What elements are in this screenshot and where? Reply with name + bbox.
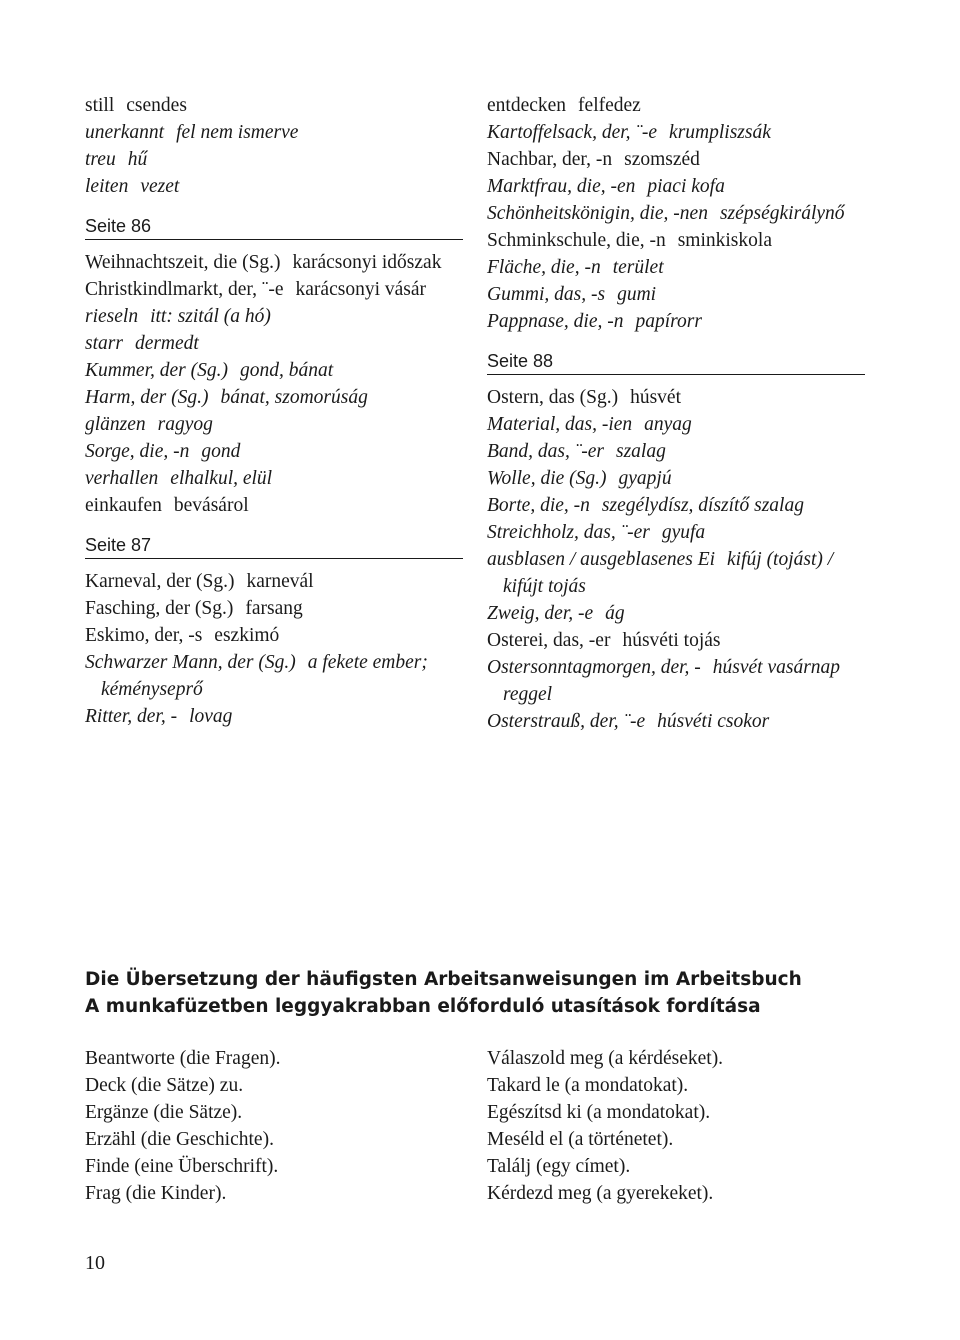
- hungarian-translation: bevásárol: [173, 495, 249, 516]
- hungarian-translation: húsvét: [630, 387, 681, 408]
- german-term: starr: [85, 333, 123, 354]
- hungarian-translation: bánat, szomorúság: [220, 387, 368, 408]
- german-term: Band, das, ¨-er: [487, 441, 604, 462]
- hungarian-translation: farsang: [245, 598, 303, 619]
- hungarian-translation: itt: szitál (a hó): [150, 306, 271, 327]
- german-term: Pappnase, die, -n: [487, 311, 624, 332]
- german-term: Ostern, das (Sg.): [487, 387, 619, 408]
- vocab-entry: [85, 146, 463, 173]
- instruction-de: Ergänze (die Sätze).: [85, 1102, 243, 1123]
- vocab-entry: [487, 146, 865, 173]
- vocab-entry: [487, 627, 865, 654]
- vocab-entry: [487, 492, 865, 519]
- german-term: Borte, die, -n: [487, 495, 590, 516]
- page-number: 10: [85, 1252, 105, 1274]
- vocab-entry: [85, 411, 463, 438]
- vocab-entry: [85, 703, 463, 730]
- vocab-entry: [487, 254, 865, 281]
- vocab-entry: [85, 595, 463, 622]
- german-term: Ostersonntagmorgen, der, -: [487, 657, 701, 678]
- vocab-entry: [487, 200, 865, 227]
- vocab-entry: [85, 438, 463, 465]
- german-term: Harm, der (Sg.): [85, 387, 209, 408]
- hungarian-translation: ág: [605, 603, 625, 624]
- vocab-entry: [487, 411, 865, 438]
- german-term: entdecken: [487, 95, 567, 116]
- vocab-entry: [85, 465, 463, 492]
- german-term: Ritter, der, -: [85, 706, 178, 727]
- hungarian-translation: krumpliszsák: [669, 122, 771, 143]
- hungarian-translation: húsvéti csokor: [657, 711, 770, 732]
- hungarian-translation: gyufa: [661, 522, 706, 543]
- hungarian-translation: piaci kofa: [647, 176, 725, 197]
- german-term: Christkindlmarkt, der, ¨-e: [85, 279, 284, 300]
- section-heading: Seite 87: [85, 519, 463, 559]
- german-term: Fläche, die, -n: [487, 257, 601, 278]
- german-term: treu: [85, 149, 116, 170]
- instruction-hu: Válaszold meg (a kérdéseket).: [487, 1048, 724, 1069]
- instructions-hungarian: [487, 1045, 867, 1207]
- german-term: Material, das, -ien: [487, 414, 633, 435]
- hungarian-translation: szépségkirálynő: [719, 203, 845, 224]
- german-term: Osterei, das, -er: [487, 630, 611, 651]
- vocab-entry: [487, 173, 865, 200]
- hungarian-translation: kifúj (tojást) / kifújt tojás: [503, 549, 834, 597]
- vocab-entry: [85, 330, 463, 357]
- vocab-entry: [487, 92, 865, 119]
- german-term: ausblasen / ausgeblasenes Ei: [487, 549, 716, 570]
- hungarian-translation: gumi: [617, 284, 657, 305]
- instruction-de: Deck (die Sätze) zu.: [85, 1075, 244, 1096]
- vocab-entry: [85, 492, 463, 519]
- german-term: leiten: [85, 176, 129, 197]
- hungarian-translation: szomszéd: [624, 149, 700, 170]
- vocab-entry: [85, 568, 463, 595]
- vocab-column-right: [487, 92, 865, 735]
- vocab-entry: [487, 308, 865, 335]
- vocab-entry: [487, 281, 865, 308]
- hungarian-translation: gond, bánat: [239, 360, 334, 381]
- german-term: Schminkschule, die, -n: [487, 230, 666, 251]
- hungarian-translation: eszkimó: [214, 625, 280, 646]
- instructions-german: [85, 1045, 465, 1207]
- german-term: Schönheitskönigin, die, -nen: [487, 203, 708, 224]
- hungarian-translation: csendes: [126, 95, 187, 116]
- vocab-entry: [85, 119, 463, 146]
- german-term: Gummi, das, -s: [487, 284, 606, 305]
- german-term: Zweig, der, -e: [487, 603, 594, 624]
- vocab-entry: [487, 384, 865, 411]
- vocab-entry: [487, 227, 865, 254]
- instruction-hu: Meséld el (a történetet).: [487, 1129, 674, 1150]
- hungarian-translation: ragyog: [157, 414, 213, 435]
- hungarian-translation: terület: [612, 257, 664, 278]
- hungarian-translation: szalag: [615, 441, 666, 462]
- german-term: Kartoffelsack, der, ¨-e: [487, 122, 658, 143]
- vocab-entry: [85, 249, 463, 276]
- hungarian-translation: húsvéti tojás: [622, 630, 721, 651]
- german-term: verhallen: [85, 468, 159, 489]
- hungarian-translation: dermedt: [134, 333, 199, 354]
- hungarian-translation: vezet: [140, 176, 180, 197]
- hungarian-translation: hű: [127, 149, 148, 170]
- vocab-entry: [85, 649, 463, 703]
- vocab-entry: [487, 519, 865, 546]
- instructions-heading-de: Die Übersetzung der häufigsten Arbeitsanweisungen im Arbeitsbuch: [85, 969, 802, 990]
- vocab-entry: [85, 276, 463, 303]
- vocab-entry: [487, 654, 865, 708]
- hungarian-translation: sminkiskola: [677, 230, 772, 251]
- hungarian-translation: elhalkul, elül: [170, 468, 273, 489]
- vocab-entry: [85, 622, 463, 649]
- german-term: rieseln: [85, 306, 139, 327]
- instruction-de: Frag (die Kinder).: [85, 1183, 227, 1204]
- vocab-entry: [85, 92, 463, 119]
- german-term: einkaufen: [85, 495, 162, 516]
- hungarian-translation: húsvét vasárnap reggel: [503, 657, 841, 705]
- hungarian-translation: gyapjú: [618, 468, 672, 489]
- vocab-entry: [487, 465, 865, 492]
- german-term: Marktfrau, die, -en: [487, 176, 636, 197]
- german-term: Nachbar, der, -n: [487, 149, 613, 170]
- german-term: Sorge, die, -n: [85, 441, 190, 462]
- german-term: Osterstrauß, der, ¨-e: [487, 711, 646, 732]
- hungarian-translation: lovag: [189, 706, 233, 727]
- hungarian-translation: karnevál: [246, 571, 314, 592]
- instruction-de: Finde (eine Überschrift).: [85, 1156, 279, 1177]
- vocab-entry: [85, 357, 463, 384]
- german-term: glänzen: [85, 414, 146, 435]
- instruction-hu: Találj (egy címet).: [487, 1156, 631, 1177]
- german-term: unerkannt: [85, 122, 165, 143]
- german-term: Kummer, der (Sg.): [85, 360, 228, 381]
- instruction-hu: Kérdezd meg (a gyerekeket).: [487, 1183, 714, 1204]
- vocab-entry: [487, 546, 865, 600]
- vocab-entry: [487, 438, 865, 465]
- vocab-entry: [487, 600, 865, 627]
- german-term: still: [85, 95, 115, 116]
- hungarian-translation: papírorr: [635, 311, 702, 332]
- hungarian-translation: karácsonyi vásár: [295, 279, 426, 300]
- german-term: Karneval, der (Sg.): [85, 571, 235, 592]
- german-term: Weihnachtszeit, die (Sg.): [85, 252, 281, 273]
- hungarian-translation: anyag: [644, 414, 692, 435]
- hungarian-translation: gond: [201, 441, 241, 462]
- instructions-heading-hu: A munkafüzetben leggyakrabban előforduló utasítások fordítása: [85, 996, 761, 1017]
- vocab-entry: [487, 119, 865, 146]
- hungarian-translation: karácsonyi időszak: [292, 252, 442, 273]
- vocab-entry: [85, 173, 463, 200]
- hungarian-translation: a fekete ember; kéményseprő: [101, 652, 428, 700]
- vocab-entry: [85, 303, 463, 330]
- german-term: Wolle, die (Sg.): [487, 468, 607, 489]
- german-term: Streichholz, das, ¨-er: [487, 522, 650, 543]
- hungarian-translation: felfedez: [578, 95, 641, 116]
- german-term: Fasching, der (Sg.): [85, 598, 234, 619]
- german-term: Schwarzer Mann, der (Sg.): [85, 652, 296, 673]
- vocab-column-left: [85, 92, 463, 730]
- vocab-entry: [85, 384, 463, 411]
- instructions-heading: [85, 966, 905, 1020]
- instruction-de: Erzähl (die Geschichte).: [85, 1129, 274, 1150]
- hungarian-translation: szegélydísz, díszítő szalag: [601, 495, 804, 516]
- section-heading: Seite 86: [85, 200, 463, 240]
- hungarian-translation: fel nem ismerve: [176, 122, 299, 143]
- vocab-entry: [487, 708, 865, 735]
- section-heading: Seite 88: [487, 335, 865, 375]
- instruction-de: Beantworte (die Fragen).: [85, 1048, 281, 1069]
- german-term: Eskimo, der, -s: [85, 625, 203, 646]
- instruction-hu: Takard le (a mondatokat).: [487, 1075, 689, 1096]
- instruction-hu: Egészítsd ki (a mondatokat).: [487, 1102, 711, 1123]
